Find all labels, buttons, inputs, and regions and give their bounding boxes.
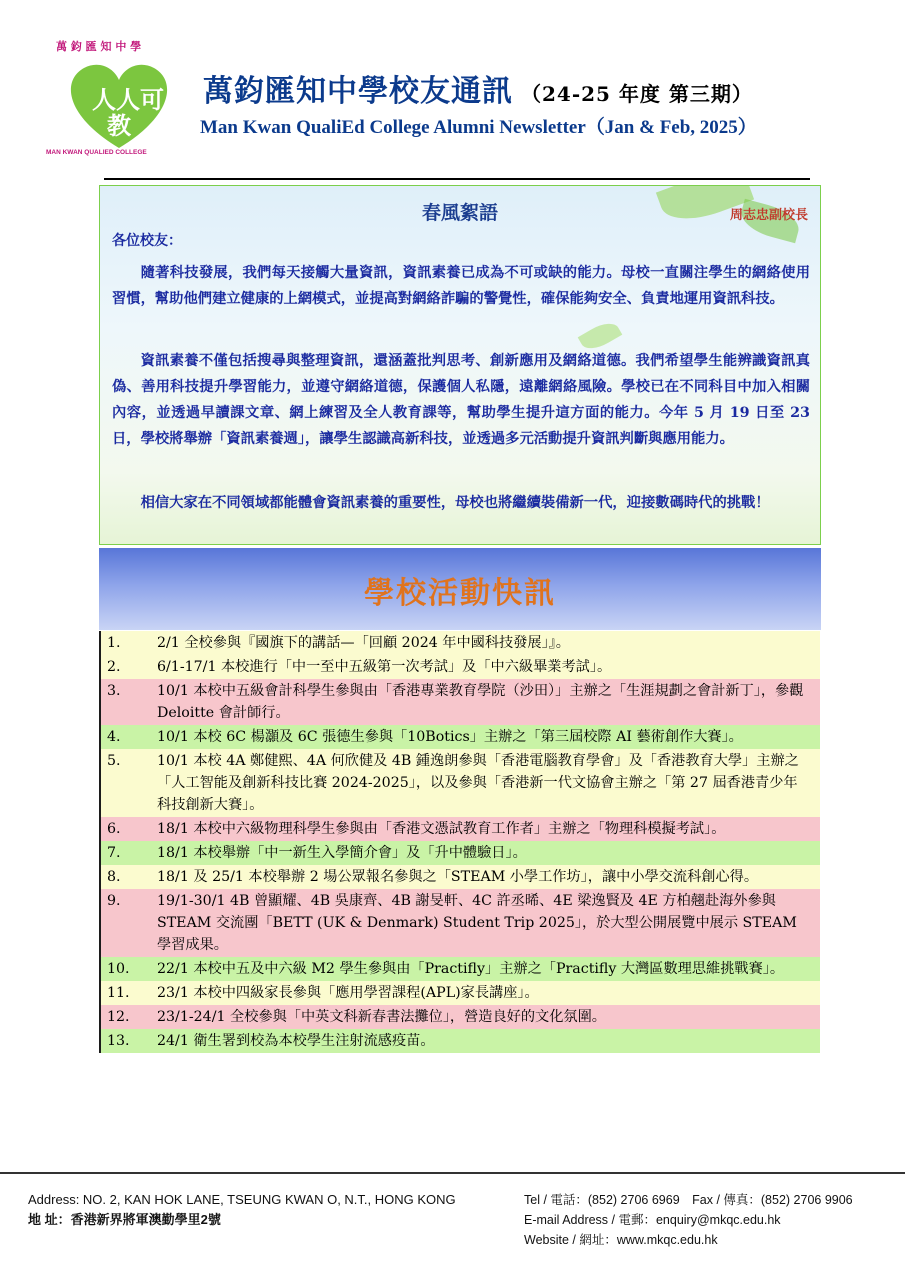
list-item: 9. 19/1-30/1 4B 曾顯耀、4B 吳康齊、4B 謝旻軒、4C 許丞晞、4E 梁逸賢及 4E 方柏翹赴海外參與 STEAM 交流團「BETT (UK & Denmark) Student Trip 2025」，於大型公開展覽中展示 STEAM 學習成果。 (100, 889, 820, 957)
message-title: 春風絮語 (421, 202, 498, 224)
footer-address (28, 1190, 456, 1230)
message-paragraph: 資訊素養不僅包括搜尋與整理資訊，還涵蓋批判思考、創新應用及網絡道德。我們希望學生能辨識資訊真偽、善用科技提升學習能力，並遵守網絡道德，保護個人私隱，遠離網絡風險。學校已在不同科目中加入相關內容，並透過早讀課文章、網上練習及全人教育課等，幫助學生提升這方面的能力。今年 5 月 19 日至 23 日，學校將舉辦「資訊素養週」，讓學生認識高新科技，並透過多元活動提升資訊判斷與應用能力。 (112, 353, 810, 447)
logo-center-bottom: 教 (107, 111, 131, 140)
title-cn-text: 萬鈞匯知中學校友通訊 (203, 74, 513, 109)
contact-website[interactable]: Website / 網址：www.mkqc.edu.hk (524, 1233, 718, 1247)
list-item: 3. 10/1 本校中五級會計科學生參與由「香港專業教育學院（沙田）」主辦之「生涯規劃之會計新丁」，參觀 Deloitte 會計師行。 (100, 679, 820, 725)
activities-title: 學校活動快訊 (364, 576, 556, 611)
newsletter-title (203, 66, 753, 110)
list-item: 5. 10/1 本校 4A 鄭健熙、4A 何欣健及 4B 鍾逸朗參與「香港電腦教育學會」及「香港教育大學」主辦之「人工智能及創新科技比賽 2024-2025」，以及參與「香港新一代文協會主辦之「第 27 屆香港青少年科技創新大賽」。 (100, 749, 820, 817)
list-item: 4. 10/1 本校 6C 楊灝及 6C 張德生參與「10Botics」主辦之「第三屆校際 AI 藝術創作大賽」。 (100, 725, 820, 749)
footer-divider (0, 1172, 905, 1174)
address-en: Address: NO. 2, KAN HOK LANE, TSEUNG KWAN O, N.T., HONG KONG (28, 1192, 456, 1207)
issue-text: （24-25 年度 第三期） (521, 82, 753, 106)
list-item: 1. 2/1 全校參與『國旗下的講話—「回顧 2024 年中國科技發展」』。 (100, 631, 820, 655)
address-cn: 地 址：香港新界將軍澳勤學里2號 (28, 1212, 221, 1227)
header-divider (104, 178, 810, 180)
footer-contact (524, 1190, 853, 1250)
message-author: 周志忠副校長 (729, 208, 808, 223)
activities-list (99, 631, 821, 1053)
message-paragraph: 相信大家在不同領域都能體會資訊素養的重要性，母校也將繼續裝備新一代，迎接數碼時代的挑戰！ (140, 495, 770, 511)
contact-email[interactable]: E-mail Address / 電郵：enquiry@mkqc.edu.hk (524, 1213, 781, 1227)
list-item: 6. 18/1 本校中六級物理科學生參與由「香港文憑試教育工作者」主辦之「物理科模擬考試」。 (100, 817, 820, 841)
list-item: 8. 18/1 及 25/1 本校舉辦 2 場公眾報名參與之「STEAM 小學工作坊」，讓中小學交流科創心得。 (100, 865, 820, 889)
list-item: 10. 22/1 本校中五及中六級 M2 學生參與由「Practifly」主辦之「Practifly 大灣區數理思維挑戰賽」。 (100, 957, 820, 981)
contact-tel: Tel / 電話：(852) 2706 6969 Fax / 傳真：(852) 2706 9906 (524, 1193, 853, 1207)
principal-message-box (99, 185, 821, 545)
activities-banner (99, 548, 821, 630)
list-item: 11. 23/1 本校中四級家長參與「應用學習課程(APL)家長講座」。 (100, 981, 820, 1005)
logo-english-text: MAN KWAN QUALIED COLLEGE (46, 149, 147, 156)
list-item: 7. 18/1 本校舉辦「中一新生入學簡介會」及「升中體驗日」。 (100, 841, 820, 865)
message-paragraph: 隨著科技發展，我們每天接觸大量資訊，資訊素養已成為不可或缺的能力。母校一直關注學生的網絡使用習慣，幫助他們建立健康的上網模式，並提高對網絡詐騙的警覺性，確保能夠安全、負責地運用資訊科技。 (112, 265, 810, 307)
list-item: 13. 24/1 衛生署到校為本校學生注射流感疫苗。 (100, 1029, 820, 1053)
newsletter-title-en: Man Kwan QualiEd College Alumni Newsletter（Jan & Feb, 2025） (200, 117, 757, 138)
logo-center-top: 人人可 (92, 85, 164, 114)
school-logo (44, 30, 194, 160)
list-item: 12. 23/1-24/1 全校參與「中英文科新春書法攤位」，營造良好的文化氛圍。 (100, 1005, 820, 1029)
logo-arc-text: 萬 鈞 匯 知 中 學 (56, 40, 142, 53)
message-greeting: 各位校友： (112, 233, 182, 249)
list-item: 2. 6/1-17/1 本校進行「中一至中五級第一次考試」及「中六級畢業考試」。 (100, 655, 820, 679)
